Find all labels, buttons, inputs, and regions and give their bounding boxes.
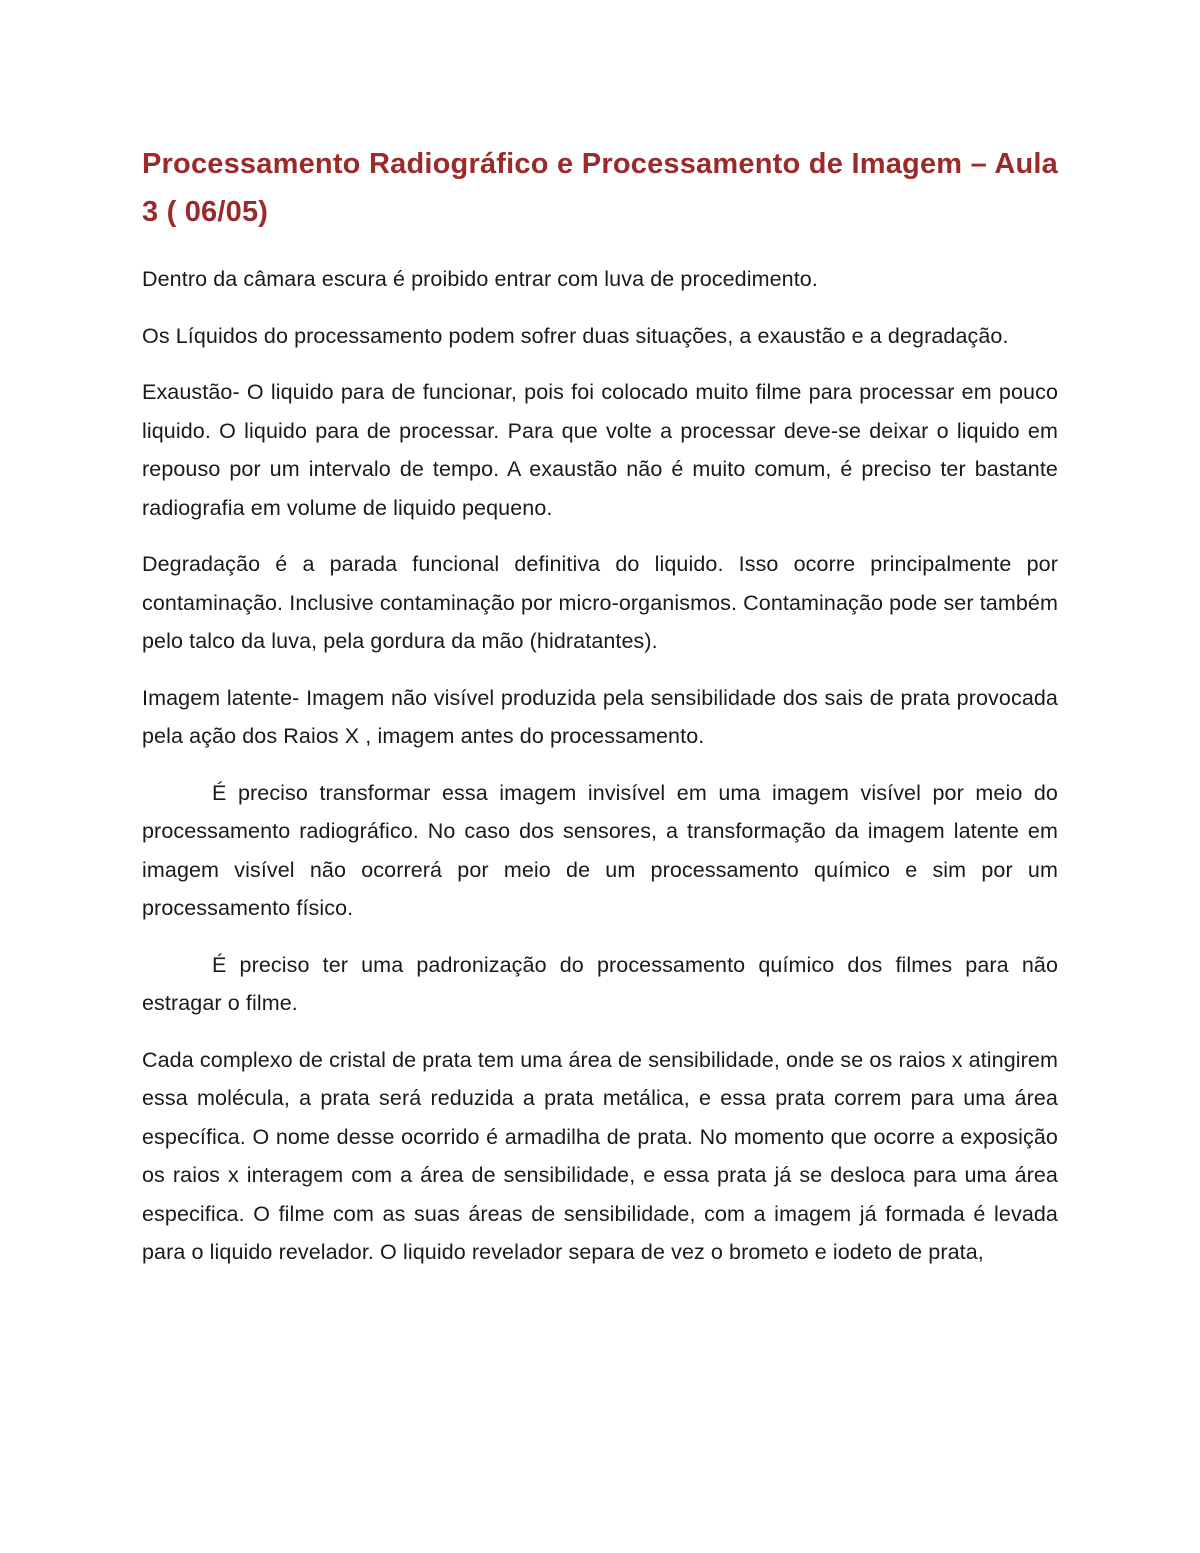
page-title: Processamento Radiográfico e Processamento de Imagem – Aula 3 ( 06/05) bbox=[142, 148, 1058, 228]
paragraph-cristal-de-prata: Cada complexo de cristal de prata tem uma área de sensibilidade, onde se os raios x atingirem essa molécula, a prata será reduzida a prata metálica, e essa prata correm para uma área específica. O nome desse ocorrido é armadilha de prata. No momento que ocorre a exposição os raios x interagem com a área de sensibilidade, e essa prata já se desloca para uma área especifica. O filme com as suas áreas de sensibilidade, com a imagem já formada é levada para o liquido revelador. O liquido revelador separa de vez o brometo e iodeto de prata, bbox=[142, 1047, 1058, 1264]
paragraph-degradacao: Degradação é a parada funcional definitiva do liquido. Isso ocorre principalmente por contaminação. Inclusive contaminação por micro-organismos. Contaminação pode ser também pelo talco da luva, pela gordura da mão (hidratantes). bbox=[142, 552, 1058, 653]
paragraph-imagem-latente: Imagem latente- Imagem não visível produzida pela sensibilidade dos sais de prata provocada pela ação dos Raios X , imagem antes do processamento. bbox=[142, 685, 1058, 748]
paragraph-padronizacao: É preciso ter uma padronização do processamento químico dos filmes para não estragar o filme. bbox=[142, 952, 1058, 1015]
paragraph-camara-escura: Dentro da câmara escura é proibido entrar com luva de procedimento. bbox=[142, 267, 818, 291]
paragraph-liquidos: Os Líquidos do processamento podem sofrer duas situações, a exaustão e a degradação. bbox=[142, 323, 1009, 348]
paragraph-exaustao: Exaustão- O liquido para de funcionar, pois foi colocado muito filme para processar em pouco liquido. O liquido para de processar. Para que volte a processar deve-se deixar o liquido em repouso por um intervalo de tempo. A exaustão não é muito comum, é preciso ter bastante radiografia em volume de liquido pequeno. bbox=[142, 380, 1058, 520]
paragraph-transformar-imagem: É preciso transformar essa imagem invisível em uma imagem visível por meio do processamento radiográfico. No caso dos sensores, a transformação da imagem latente em imagem visível não ocorrerá por meio de um processamento químico e sim por um processamento físico. bbox=[142, 780, 1058, 920]
